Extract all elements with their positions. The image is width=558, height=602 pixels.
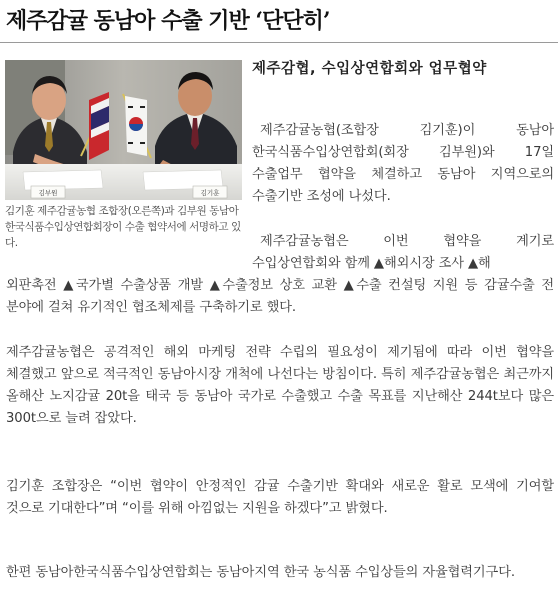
signing-ceremony-photo — [5, 60, 242, 200]
headline-divider — [0, 42, 558, 43]
paragraph-2-rest: 외판촉전 ▲국가별 수출상품 개발 ▲수출정보 상호 교환 ▲수출 컨설팅 지원 등 감귤수출 전 분야에 걸쳐 유기적인 협조체제를 구축하기로 했다. — [6, 278, 554, 315]
photo-caption: 김기훈 제주감귤농협 조합장(오른쪽)과 김부원 동남아 한국식품수입상연합회장이 수출 협약서에 서명하고 있다. — [5, 205, 241, 249]
paragraph-5: 한편 동남아한국식품수입상연합회는 동남아지역 한국 농식품 수입상들의 자율협력기구다. — [6, 565, 515, 580]
name-plate-right — [193, 186, 227, 198]
article-subheadline: 제주감협, 수입상연합회와 업무협약 — [252, 61, 487, 77]
svg-text:김기훈: 김기훈 — [200, 189, 220, 197]
flag-stand-right — [123, 94, 151, 158]
paragraph-2 — [6, 231, 554, 319]
paragraph-2-top: 제주감귤농협은 이번 협약을 계기로 수입상연합회와 함께 ▲해외시장 조사 ▲해 — [252, 234, 554, 271]
article-figure — [5, 60, 242, 250]
svg-text:김부원: 김부원 — [38, 189, 58, 197]
article-headline: 제주감귤 동남아 수출 기반 ‘단단히’ — [6, 8, 330, 34]
paragraph-4: 김기훈 조합장은 “이번 협약이 안정적인 감귤 수출기반 확대와 새로운 활로 모색에 기여할 것으로 기대한다”며 “이를 위해 아낌없는 지원을 하겠다”고 밝혔다. — [6, 479, 554, 516]
paragraph-3: 제주감귤농협은 공격적인 해외 마케팅 전략 수립의 필요성이 제기됨에 따라 이번 협약을 체결했고 앞으로 적극적인 동남아시장 개척에 나선다는 방침이다. 특히 제주감귤농협은 최근까지 올해산 노지감귤 20t을 태국 등 동남아 국가로 수출했고 수출 목표를 지난해산 244t보다 많은 300t으로 늘려 잡았다. — [6, 345, 554, 426]
name-plate-left — [31, 186, 65, 198]
paragraph-1: 제주감귤농협(조합장 김기훈)이 동남아 한국식품수입상연합회(회장 김부원)와 17일 수출업무 협약을 체결하고 동남아 지역으로의 수출기반 조성에 나섰다. — [252, 123, 554, 204]
